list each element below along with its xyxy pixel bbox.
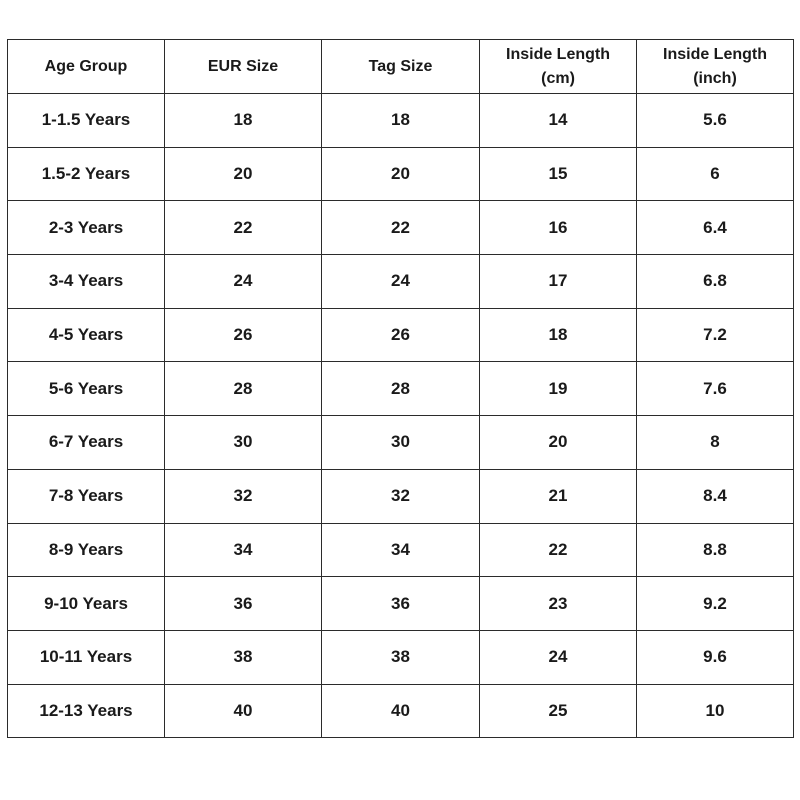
cell-eur-size: 22 xyxy=(165,201,322,255)
cell-age-group: 3-4 Years xyxy=(8,255,165,309)
cell-eur-size: 30 xyxy=(165,416,322,470)
cell-age-group: 1-1.5 Years xyxy=(8,94,165,148)
cell-inside-length-cm: 14 xyxy=(480,94,637,148)
table-row xyxy=(8,308,794,362)
cell-age-group: 8-9 Years xyxy=(8,523,165,577)
cell-tag-size: 36 xyxy=(322,577,480,631)
header-inside-length-cm: Inside Length (cm) xyxy=(480,40,637,94)
table-body xyxy=(8,94,794,738)
cell-inside-length-cm: 23 xyxy=(480,577,637,631)
cell-inside-length-inch: 10 xyxy=(637,684,794,738)
cell-inside-length-cm: 20 xyxy=(480,416,637,470)
cell-age-group: 7-8 Years xyxy=(8,469,165,523)
cell-tag-size: 38 xyxy=(322,630,480,684)
cell-inside-length-cm: 16 xyxy=(480,201,637,255)
cell-eur-size: 24 xyxy=(165,255,322,309)
cell-eur-size: 34 xyxy=(165,523,322,577)
cell-inside-length-inch: 5.6 xyxy=(637,94,794,148)
cell-inside-length-inch: 6.4 xyxy=(637,201,794,255)
cell-inside-length-inch: 7.6 xyxy=(637,362,794,416)
cell-age-group: 10-11 Years xyxy=(8,630,165,684)
cell-inside-length-inch: 6.8 xyxy=(637,255,794,309)
table-row xyxy=(8,147,794,201)
table-row xyxy=(8,94,794,148)
table-row xyxy=(8,469,794,523)
cell-age-group: 9-10 Years xyxy=(8,577,165,631)
cell-tag-size: 26 xyxy=(322,308,480,362)
cell-inside-length-inch: 9.2 xyxy=(637,577,794,631)
size-chart-table xyxy=(7,39,794,738)
cell-inside-length-cm: 24 xyxy=(480,630,637,684)
header-age-group: Age Group xyxy=(8,40,165,94)
header-inside-length-inch: Inside Length (inch) xyxy=(637,40,794,94)
cell-eur-size: 36 xyxy=(165,577,322,631)
cell-eur-size: 26 xyxy=(165,308,322,362)
table-header xyxy=(8,40,794,94)
cell-age-group: 6-7 Years xyxy=(8,416,165,470)
table-row xyxy=(8,362,794,416)
table-row xyxy=(8,523,794,577)
cell-inside-length-cm: 22 xyxy=(480,523,637,577)
table-row xyxy=(8,630,794,684)
cell-eur-size: 18 xyxy=(165,94,322,148)
cell-age-group: 5-6 Years xyxy=(8,362,165,416)
cell-inside-length-inch: 7.2 xyxy=(637,308,794,362)
cell-tag-size: 40 xyxy=(322,684,480,738)
table-row xyxy=(8,684,794,738)
cell-inside-length-cm: 19 xyxy=(480,362,637,416)
cell-inside-length-cm: 17 xyxy=(480,255,637,309)
cell-eur-size: 40 xyxy=(165,684,322,738)
cell-tag-size: 24 xyxy=(322,255,480,309)
cell-tag-size: 22 xyxy=(322,201,480,255)
cell-inside-length-inch: 9.6 xyxy=(637,630,794,684)
cell-age-group: 2-3 Years xyxy=(8,201,165,255)
cell-inside-length-cm: 21 xyxy=(480,469,637,523)
header-tag-size: Tag Size xyxy=(322,40,480,94)
cell-age-group: 1.5-2 Years xyxy=(8,147,165,201)
cell-inside-length-cm: 18 xyxy=(480,308,637,362)
table-row xyxy=(8,201,794,255)
cell-inside-length-inch: 6 xyxy=(637,147,794,201)
table-row xyxy=(8,255,794,309)
cell-tag-size: 28 xyxy=(322,362,480,416)
cell-age-group: 4-5 Years xyxy=(8,308,165,362)
table-row xyxy=(8,416,794,470)
header-eur-size: EUR Size xyxy=(165,40,322,94)
cell-inside-length-inch: 8.4 xyxy=(637,469,794,523)
cell-age-group: 12-13 Years xyxy=(8,684,165,738)
cell-tag-size: 18 xyxy=(322,94,480,148)
cell-inside-length-inch: 8 xyxy=(637,416,794,470)
cell-eur-size: 28 xyxy=(165,362,322,416)
cell-tag-size: 30 xyxy=(322,416,480,470)
cell-inside-length-inch: 8.8 xyxy=(637,523,794,577)
cell-tag-size: 20 xyxy=(322,147,480,201)
cell-eur-size: 38 xyxy=(165,630,322,684)
cell-tag-size: 34 xyxy=(322,523,480,577)
header-row xyxy=(8,40,794,94)
cell-inside-length-cm: 25 xyxy=(480,684,637,738)
cell-tag-size: 32 xyxy=(322,469,480,523)
cell-eur-size: 20 xyxy=(165,147,322,201)
table-row xyxy=(8,577,794,631)
cell-eur-size: 32 xyxy=(165,469,322,523)
cell-inside-length-cm: 15 xyxy=(480,147,637,201)
